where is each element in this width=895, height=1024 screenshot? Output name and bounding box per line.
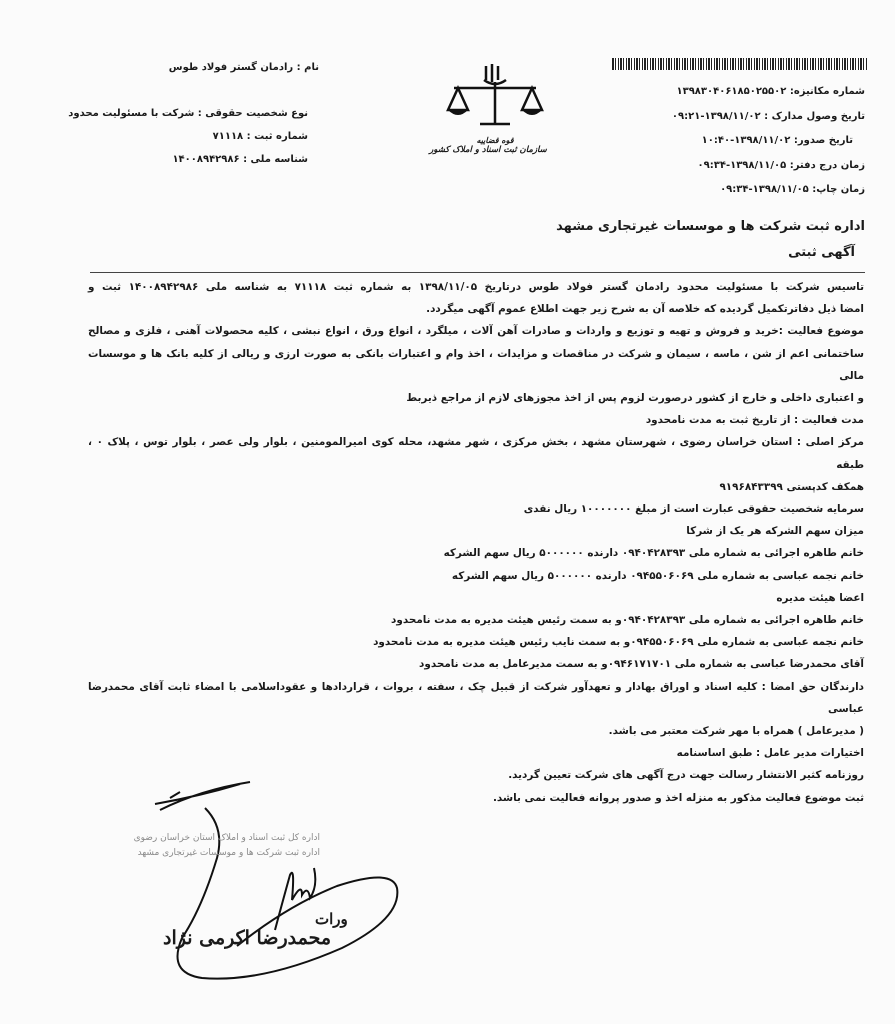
divider: [90, 272, 865, 273]
company-info: [168, 62, 319, 73]
office-title: اداره ثبت شرکت ها و موسسات غیرتجاری مشهد: [556, 219, 865, 234]
body-line: خانم طاهره اجرائی به شماره ملی ۰۹۴۰۴۲۸۳۹۳ دارنده ۵۰۰۰۰۰۰ ریال سهم الشرکه: [443, 547, 864, 560]
body-line: و اعتباری داخلی و خارج از کشور درصورت لزوم پس از اخذ مجوزهای لازم از مراجع ذیربط: [406, 392, 864, 405]
print-time: زمان چاپ: ۱۳۹۸/۱۱/۰۵-۰۹:۳۴: [720, 184, 865, 195]
body-line: تاسیس شرکت با مسئولیت محدود رادمان گستر فولاد طوس درتاریخ ۱۳۹۸/۱۱/۰۵ به شماره ثبت ۷۱۱۱۸ به شناسه ملی ۱۴۰۰۸۹۴۲۹۸۶ ثبت و: [88, 281, 864, 293]
body-line: میزان سهم الشرکه هر یک از شرکا: [686, 525, 864, 538]
registry-stamp: [134, 831, 320, 861]
body-line: ( مدیرعامل ) همراه با مهر شرکت معتبر می باشد.: [608, 725, 864, 738]
body-line: همکف کدپستی ۹۱۹۶۸۴۳۳۹۹: [719, 480, 864, 493]
company-info-details: [68, 102, 308, 171]
stamp-line-2: اداره ثبت شرکت ها و موسسات غیرتجاری مشهد: [137, 848, 320, 858]
documents-received-date: تاریخ وصول مدارک : ۱۳۹۸/۱۱/۰۲-۰۹:۲۱: [671, 110, 865, 122]
document-type: آگهی ثبتی: [788, 245, 855, 260]
body-line: ساختمانی اعم از شن ، ماسه ، سیمان و شرکت در مناقصات و مزایدات ، اخذ وام و اعتبارات بانکی به صورت ارزی و ریالی از کلیه بانک ها و موسسات مالی: [88, 347, 864, 382]
body-line: امضا ذیل دفاترتکمیل گردیده که خلاصه آن به شرح زیر جهت اطلاع عموم آگهی میگردد.: [426, 303, 864, 316]
body-line: خانم نجمه عباسی به شماره ملی ۰۹۴۵۵۰۶۰۶۹ دارنده ۵۰۰۰۰۰۰ ریال سهم الشرکه: [451, 569, 864, 582]
mechanized-number: شماره مکانیزه: ۱۳۹۸۳۰۴۰۶۱۸۵۰۲۵۵۰۲: [676, 86, 865, 97]
signature-title: ورات: [315, 910, 348, 928]
body-line: دارندگان حق امضا : کلیه اسناد و اوراق بهادار و تعهدآور شرکت از قبیل چک ، سفته ، بروات ، قراردادها و عقوداسلامی با امضاء ثابت آقای محمدرضا عباسی: [88, 680, 864, 715]
body-line: خانم نجمه عباسی به شماره ملی ۰۹۴۵۵۰۶۰۶۹و به سمت نایب رئیس هیئت مدیره به مدت نامحدود: [373, 636, 864, 649]
body-line: سرمایه شخصیت حقوقی عبارت است از مبلغ ۱۰۰۰۰۰۰۰ ریال نقدی: [523, 503, 864, 516]
stamp-line-1: اداره کل ثبت اسناد و املاک استان خراسان رضوی: [133, 833, 320, 843]
registration-info: [672, 80, 865, 203]
body-line: مدت فعالیت : از تاریخ ثبت به مدت نامحدود: [645, 414, 864, 427]
entity-type: نوع شخصیت حقوقی : شرکت با مسئولیت محدود: [68, 108, 308, 119]
body-line: اعضا هیئت مدیره: [776, 591, 864, 604]
company-name: نام : رادمان گستر فولاد طوس: [168, 62, 319, 73]
logo-line-1: قوه قضاییه: [476, 136, 514, 145]
body-line: آقای محمدرضا عباسی به شماره ملی ۰۹۴۶۱۷۱۷۰۱و به سمت مدیرعامل به مدت نامحدود: [419, 658, 864, 671]
issue-date: تاریخ صدور: ۱۳۹۸/۱۱/۰۲-۱۰:۴۰: [701, 135, 853, 146]
body-line: روزنامه کثیر الانتشار رسالت جهت درج آگهی های شرکت تعیین گردید.: [508, 769, 864, 782]
body-line: موضوع فعالیت :خرید و فروش و تهیه و توزیع و واردات و صادرات آهن آلات ، میلگرد ، انواع ورق ، انواع نبشی ، کلیه محصولات آهنی ، فلزی و مصالح: [88, 325, 864, 338]
registration-number: شماره ثبت : ۷۱۱۱۸: [212, 131, 308, 142]
signature-scribble-icon: [150, 780, 410, 990]
national-id: شناسه ملی : ۱۴۰۰۸۹۴۲۹۸۶: [172, 154, 308, 165]
logo-line-2: سازمان ثبت اسناد و املاک کشور: [429, 145, 547, 155]
body-line: اختیارات مدیر عامل : طبق اساسنامه: [676, 747, 864, 760]
signatory-name: محمدرضا اکرمی نژاد: [163, 927, 332, 949]
scales-of-justice-icon: [440, 62, 550, 132]
body-line: مرکز اصلی : استان خراسان رضوی ، شهرستان مشهد ، بخش مرکزی ، شهر مشهد، محله کوی امیرالمومنین ، بلوار ولی عصر ، بلوار توس ، پلاک ۰ ، طبقه: [88, 436, 864, 471]
judiciary-logo: [429, 62, 550, 182]
announcement-body: [88, 276, 864, 809]
body-line: خانم طاهره اجرائی به شماره ملی ۰۹۴۰۴۲۸۳۹۳و به سمت رئیس هیئت مدیره به مدت نامحدود: [391, 614, 864, 627]
barcode: [612, 58, 868, 70]
register-entry-time: زمان درج دفتر: ۱۳۹۸/۱۱/۰۵-۰۹:۳۴: [697, 159, 865, 171]
body-line: ثبت موضوع فعالیت مذکور به منزله اخذ و صدور پروانه فعالیت نمی باشد.: [492, 791, 864, 804]
